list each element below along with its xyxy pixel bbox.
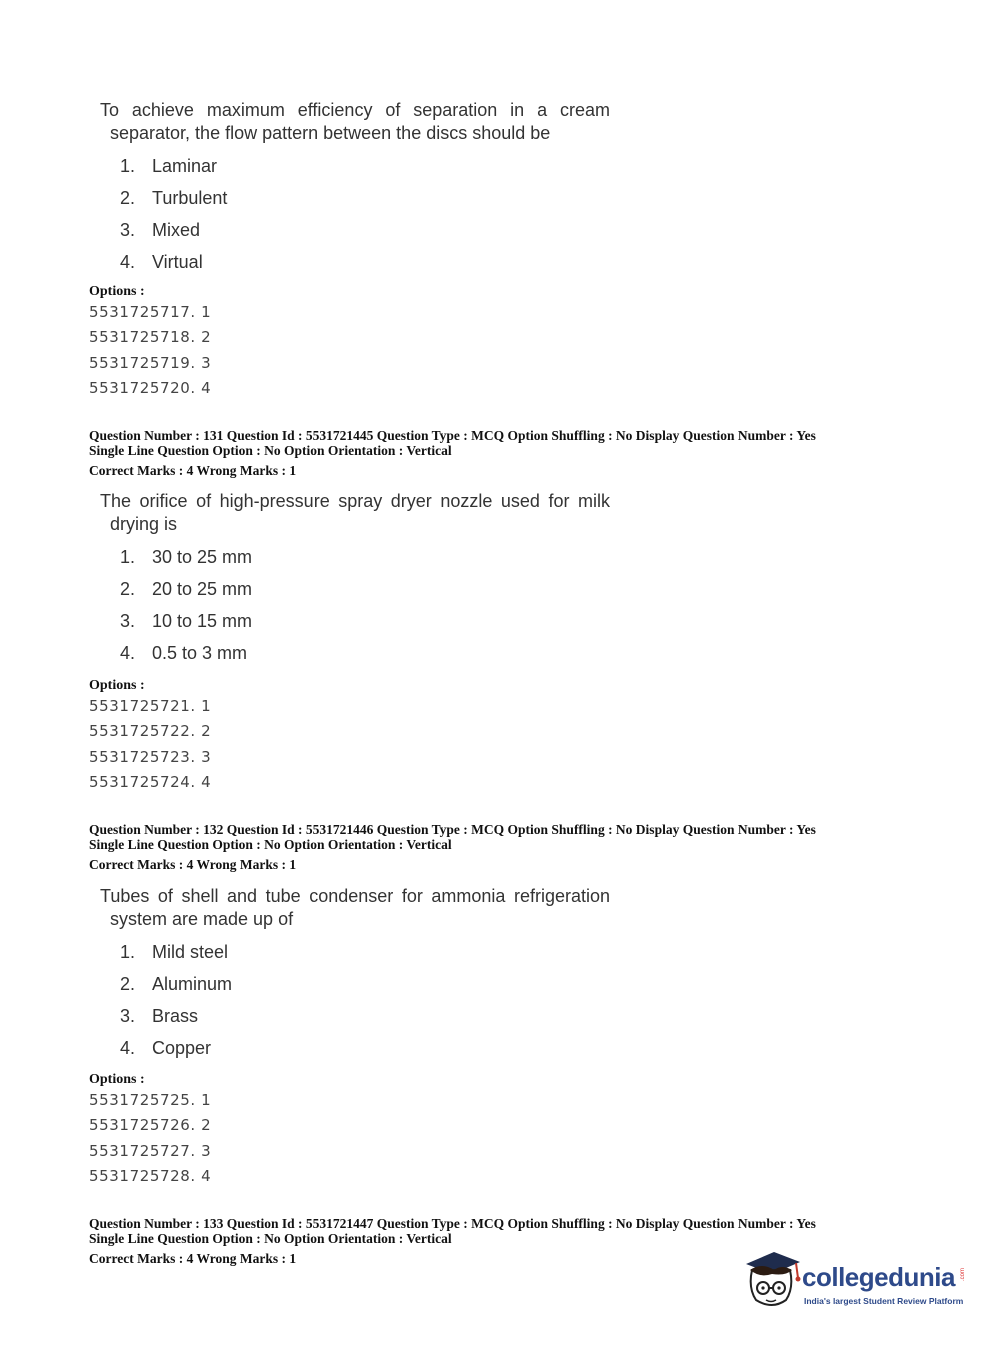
- brand-name: collegedunia: [802, 1262, 955, 1292]
- choice-item: 1. 30 to 25 mm: [120, 547, 253, 567]
- question-132-text: Tubes of shell and tube condenser for ammonia refrigeration system are made up of: [100, 886, 610, 929]
- question-130-choices: [120, 150, 227, 278]
- choice-item: 2. 20 to 25 mm: [120, 579, 253, 599]
- option-id: 5531725725. 1: [89, 1091, 212, 1109]
- option-id: 5531725722. 2: [89, 722, 212, 741]
- question-132-choices: [120, 936, 232, 1064]
- option-id: 5531725727. 3: [89, 1141, 212, 1160]
- question-133-meta: Question Number : 133 Question Id : 5531721447 Question Type : MCQ Option Shuffling : No Display Question Number : Yes Single Line Question Option : No Option Orientation : Vertical Correct Marks : 4 Wrong Marks : 1: [89, 1216, 816, 1266]
- option-id: 5531725723. 3: [89, 747, 212, 766]
- mascot-icon: [742, 1248, 802, 1318]
- question-131-options: [89, 694, 211, 795]
- choice-item: 3. Mixed: [120, 220, 201, 240]
- choice-item: 4. Virtual: [120, 252, 203, 272]
- question-130-text: To achieve maximum efficiency of separation in a cream separator, the flow pattern between the discs should be: [100, 100, 610, 143]
- option-id: 5531725728. 4: [89, 1166, 212, 1185]
- option-id: 5531725720. 4: [89, 378, 212, 397]
- choice-item: 1. Mild steel: [120, 942, 229, 962]
- collegedunia-logo: [742, 1248, 972, 1318]
- option-id: 5531725724. 4: [89, 772, 212, 791]
- question-132-options: [89, 1088, 211, 1189]
- option-id: 5531725719. 3: [89, 353, 212, 372]
- options-label: Options :: [89, 284, 145, 299]
- choice-item: 3. Brass: [120, 1006, 199, 1026]
- options-label: Options :: [89, 678, 145, 693]
- choice-item: 1. Laminar: [120, 156, 218, 176]
- brand-tagline: India's largest Student Review Platform: [804, 1296, 964, 1306]
- question-131-choices: [120, 541, 252, 669]
- question-132-meta: Question Number : 132 Question Id : 5531721446 Question Type : MCQ Option Shuffling : No Display Question Number : Yes Single Line Question Option : No Option Orientation : Vertical Correct Marks : 4 Wrong Marks : 1: [89, 822, 816, 872]
- question-130-options: [89, 300, 211, 401]
- option-id: 5531725726. 2: [89, 1116, 212, 1135]
- option-id: 5531725717. 1: [89, 303, 212, 321]
- choice-item: 3. 10 to 15 mm: [120, 611, 253, 631]
- choice-item: 4. Copper: [120, 1038, 212, 1058]
- options-label: Options :: [89, 1072, 145, 1087]
- question-131-meta: Question Number : 131 Question Id : 5531721445 Question Type : MCQ Option Shuffling : No Display Question Number : Yes Single Line Question Option : No Option Orientation : Vertical Correct Marks : 4 Wrong Marks : 1: [89, 428, 816, 478]
- choice-item: 4. 0.5 to 3 mm: [120, 643, 248, 663]
- option-id: 5531725721. 1: [89, 697, 212, 715]
- option-id: 5531725718. 2: [89, 328, 212, 347]
- question-131-text: The orifice of high-pressure spray dryer nozzle used for milk drying is: [100, 491, 610, 534]
- choice-item: 2. Turbulent: [120, 188, 228, 208]
- choice-item: 2. Aluminum: [120, 974, 233, 994]
- brand-suffix: .com: [960, 1268, 966, 1282]
